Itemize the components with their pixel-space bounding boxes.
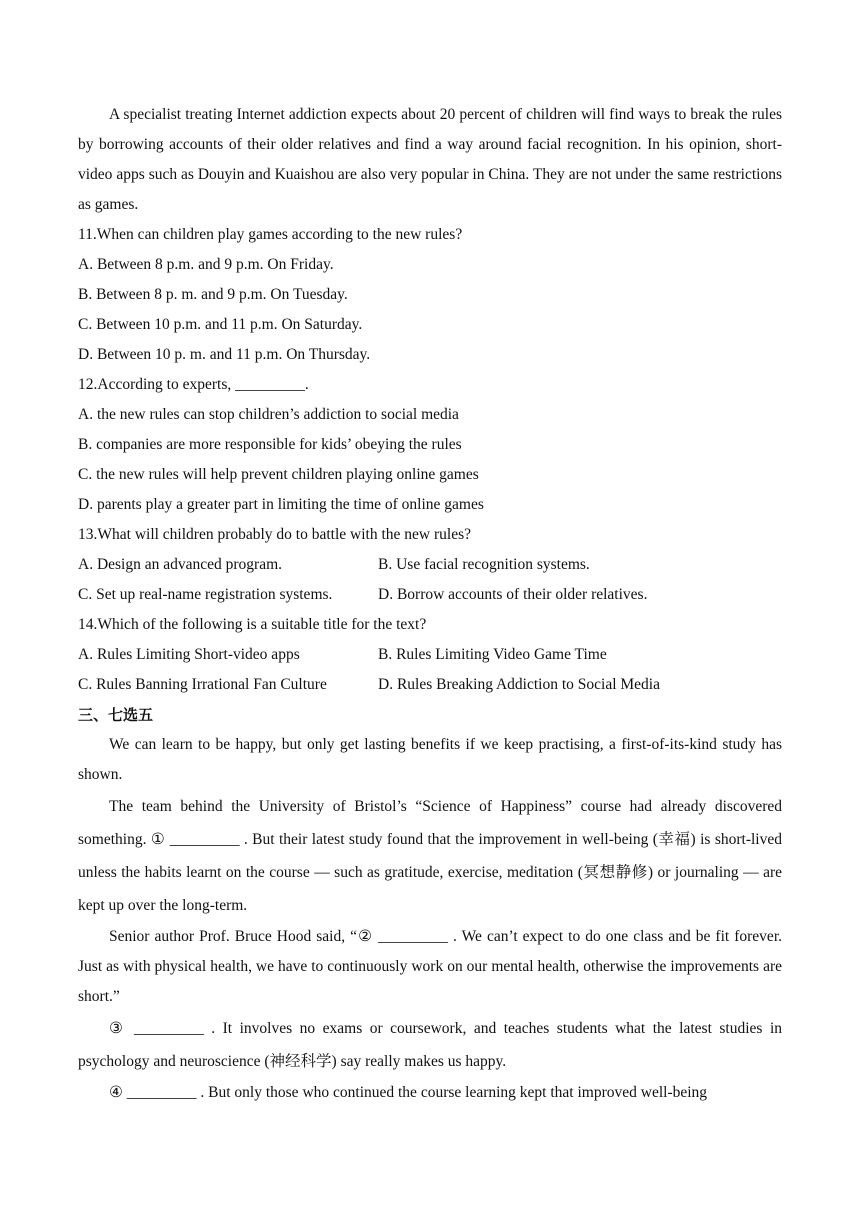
option-a: A. Rules Limiting Short-video apps bbox=[78, 646, 300, 663]
option-c: C. Rules Banning Irrational Fan Culture bbox=[78, 676, 327, 693]
question-14 bbox=[78, 610, 782, 700]
section-paragraph-5: ④ _________ . But only those who continued the course learning kept that improved well-being bbox=[109, 1084, 708, 1101]
question-13 bbox=[78, 520, 782, 610]
question-stem: 11.When can children play games according to the new rules? bbox=[78, 226, 463, 243]
question-stem: 12.According to experts, _________. bbox=[78, 376, 309, 393]
options-row bbox=[78, 670, 782, 700]
options-row bbox=[78, 550, 782, 580]
section-paragraph-3: Senior author Prof. Bruce Hood said, “② _________ . We can’t expect to do one class and be fit forever. Just as with physical health, we have to continuously work on our mental health, otherwise the improvements are short.” bbox=[78, 928, 782, 1005]
option-d: D. Rules Breaking Addiction to Social Media bbox=[378, 676, 660, 693]
option-c: C. the new rules will help prevent children playing online games bbox=[78, 466, 479, 483]
option-a: A. Between 8 p.m. and 9 p.m. On Friday. bbox=[78, 256, 334, 273]
option-a: A. the new rules can stop children’s addiction to social media bbox=[78, 406, 459, 423]
option-b: B. Use facial recognition systems. bbox=[378, 556, 590, 573]
document-page bbox=[78, 100, 782, 1108]
options-row bbox=[78, 640, 782, 670]
option-d: D. Between 10 p. m. and 11 p.m. On Thursday. bbox=[78, 346, 371, 363]
section-heading: 三、七选五 bbox=[78, 706, 154, 724]
section-paragraph-4: ③ _________ . It involves no exams or coursework, and teaches students what the latest studies in psychology and neuroscience (神经科学) say really makes us happy. bbox=[78, 1020, 782, 1070]
option-d: D. parents play a greater part in limiting the time of online games bbox=[78, 496, 484, 513]
question-12 bbox=[78, 370, 782, 520]
options-row bbox=[78, 580, 782, 610]
question-stem: 14.Which of the following is a suitable title for the text? bbox=[78, 616, 427, 633]
option-b: B. Rules Limiting Video Game Time bbox=[378, 646, 607, 663]
option-c: C. Between 10 p.m. and 11 p.m. On Saturday. bbox=[78, 316, 363, 333]
option-b: B. companies are more responsible for kids’ obeying the rules bbox=[78, 436, 462, 453]
option-a: A. Design an advanced program. bbox=[78, 556, 283, 573]
question-11 bbox=[78, 220, 782, 370]
passage-paragraph: A specialist treating Internet addiction expects about 20 percent of children will find ways to break the rules by borrowing accounts of their older relatives and find a way around facial recognition. In his opinion, short-video apps such as Douyin and Kuaishou are also very popular in China. They are not under the same restrictions as games. bbox=[78, 106, 782, 213]
option-d: D. Borrow accounts of their older relatives. bbox=[378, 586, 648, 603]
option-c: C. Set up real-name registration systems. bbox=[78, 586, 333, 603]
option-b: B. Between 8 p. m. and 9 p.m. On Tuesday. bbox=[78, 286, 348, 303]
section-paragraph-2: The team behind the University of Bristol’s “Science of Happiness” course had already discovered something. ① _________ . But their latest study found that the improvement in well-being (幸福) is short-lived unless the habits learnt on the course — such as gratitude, exercise, meditation (冥想静修) or journaling — are kept up over the long-term. bbox=[78, 798, 782, 914]
question-stem: 13.What will children probably do to battle with the new rules? bbox=[78, 526, 471, 543]
section-paragraph-1: We can learn to be happy, but only get lasting benefits if we keep practising, a first-of-its-kind study has shown. bbox=[78, 736, 782, 783]
